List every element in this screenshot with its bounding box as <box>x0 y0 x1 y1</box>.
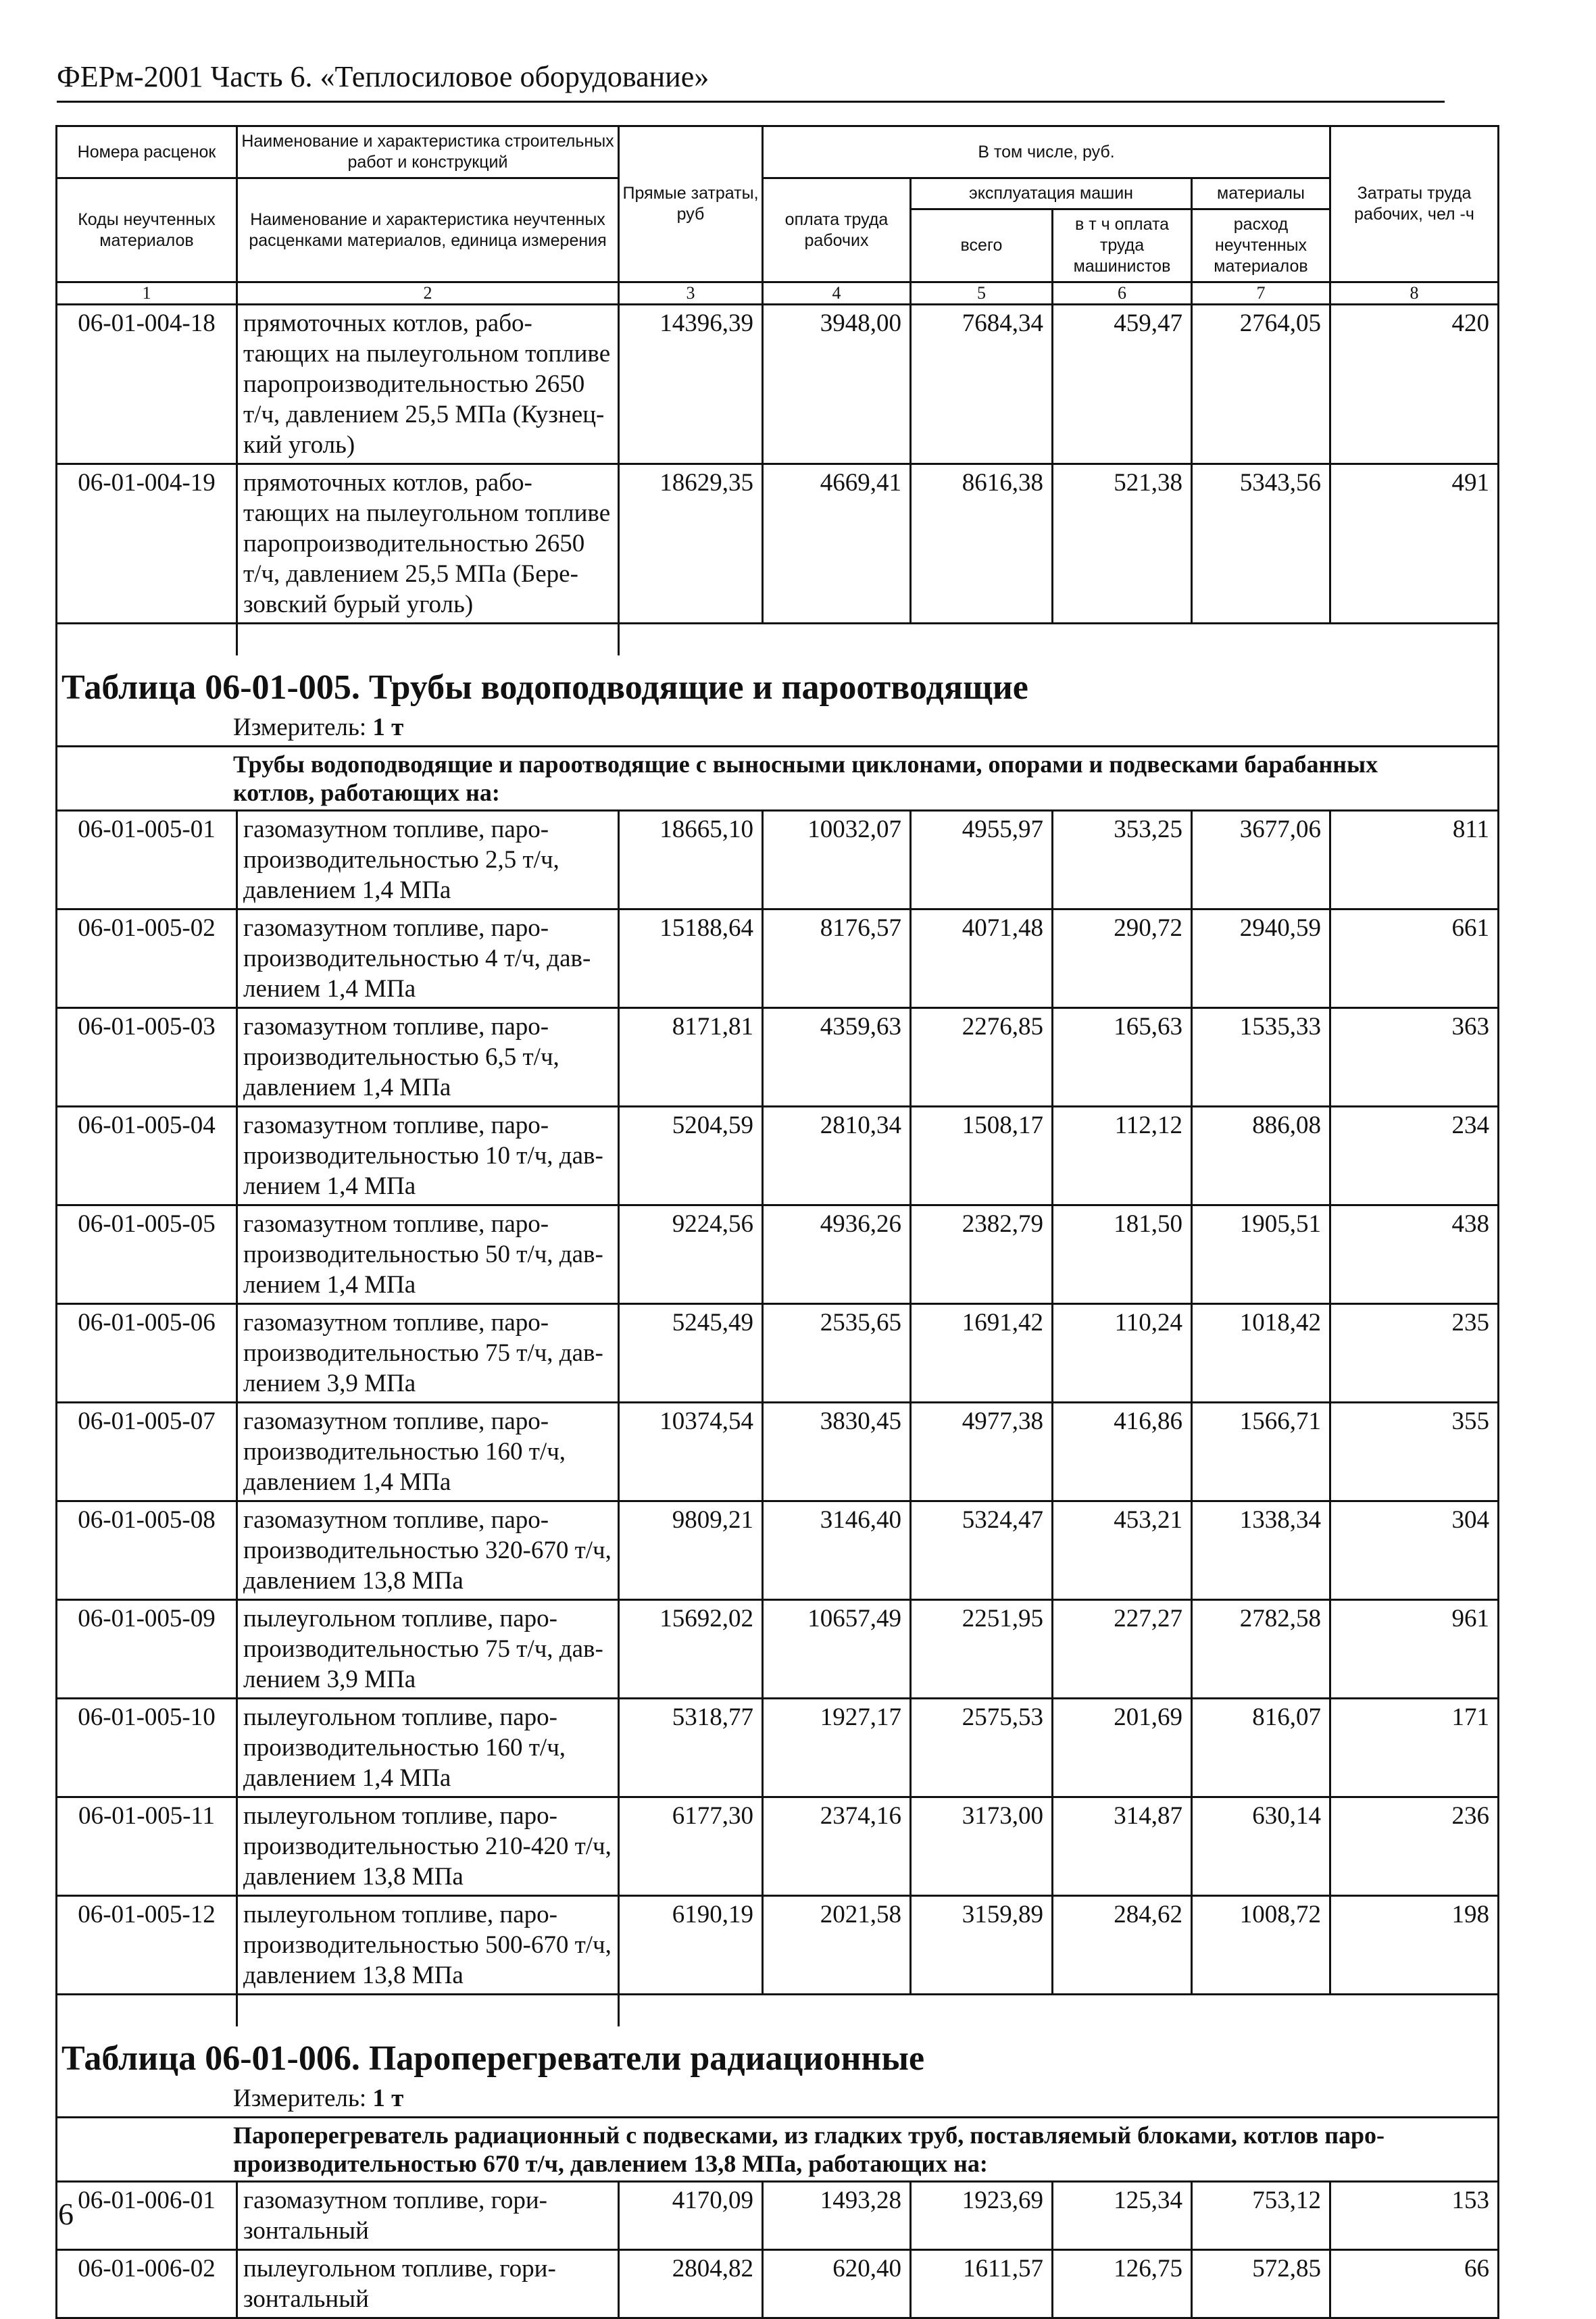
materials-cost: 1566,71 <box>1192 1403 1330 1501</box>
materials-cost: 3677,06 <box>1192 811 1330 909</box>
column-number-8: 8 <box>1330 282 1499 305</box>
rate-description: газомазутном топливе, паро- производительностью 50 т/ч, дав- лением 1,4 МПа <box>237 1205 619 1304</box>
unit-label: Измеритель: <box>233 714 373 741</box>
table-row <box>57 2182 1499 2250</box>
group-title-row <box>57 2118 1499 2182</box>
machines-total: 1923,69 <box>911 2182 1053 2250</box>
direct-costs: 6190,19 <box>619 1896 763 1995</box>
machines-total: 2575,53 <box>911 1699 1053 1797</box>
wages: 10657,49 <box>763 1600 911 1699</box>
direct-costs: 15692,02 <box>619 1600 763 1699</box>
table-row <box>57 1304 1499 1403</box>
materials-cost: 816,07 <box>1192 1699 1330 1797</box>
machines-total: 3173,00 <box>911 1797 1053 1896</box>
rate-description: пылеугольном топливе, паро- производительностью 75 т/ч, дав- лением 3,9 МПа <box>237 1600 619 1699</box>
header-operators-wages: в т ч оплата труда машинистов <box>1053 209 1192 282</box>
column-number-3: 3 <box>619 282 763 305</box>
rate-code: 06-01-005-11 <box>57 1797 237 1896</box>
header-col1-bottom: Коды неучтенных материалов <box>57 178 237 282</box>
spacer-row <box>57 1995 1499 2027</box>
machines-total: 8616,38 <box>911 464 1053 624</box>
rate-code: 06-01-004-18 <box>57 305 237 464</box>
rate-code: 06-01-005-02 <box>57 909 237 1008</box>
section-title-row <box>57 2026 1499 2080</box>
direct-costs: 2804,82 <box>619 2250 763 2318</box>
direct-costs: 4170,09 <box>619 2182 763 2250</box>
header-in-total: В том числе, руб. <box>763 126 1330 178</box>
table-row <box>57 1600 1499 1699</box>
machines-total: 2251,95 <box>911 1600 1053 1699</box>
operators-wages: 459,47 <box>1053 305 1192 464</box>
materials-cost: 630,14 <box>1192 1797 1330 1896</box>
labor-hours: 355 <box>1330 1403 1499 1501</box>
unit-label: Измеритель: <box>233 2085 373 2112</box>
materials-cost: 572,85 <box>1192 2250 1330 2318</box>
direct-costs: 6177,30 <box>619 1797 763 1896</box>
direct-costs: 9809,21 <box>619 1501 763 1600</box>
table-row <box>57 811 1499 909</box>
operators-wages: 181,50 <box>1053 1205 1192 1304</box>
table-row <box>57 464 1499 624</box>
header-col2-bottom: Наименование и характеристика неучтенных расценками материалов, единица измерения <box>237 178 619 282</box>
header-row-2 <box>57 178 1499 209</box>
header-labor: Затраты труда рабочих, чел -ч <box>1330 126 1499 282</box>
rate-code: 06-01-005-01 <box>57 811 237 909</box>
labor-hours: 491 <box>1330 464 1499 624</box>
machines-total: 2382,79 <box>911 1205 1053 1304</box>
machines-total: 4977,38 <box>911 1403 1053 1501</box>
rate-description: прямоточных котлов, рабо- тающих на пылеугольном топливе паропроизводительностью 2650 т/ч, давлением 25,5 МПа (Кузнец- кий уголь) <box>237 305 619 464</box>
group-title-row <box>57 747 1499 811</box>
section-title-row <box>57 655 1499 709</box>
wages: 3830,45 <box>763 1403 911 1501</box>
wages: 1493,28 <box>763 2182 911 2250</box>
wages: 4669,41 <box>763 464 911 624</box>
rate-description: газомазутном топливе, гори- зонтальный <box>237 2182 619 2250</box>
unit-row <box>57 709 1499 747</box>
rate-code: 06-01-004-19 <box>57 464 237 624</box>
labor-hours: 438 <box>1330 1205 1499 1304</box>
unit-row <box>57 2080 1499 2118</box>
operators-wages: 290,72 <box>1053 909 1192 1008</box>
machines-total: 2276,85 <box>911 1008 1053 1107</box>
materials-cost: 1535,33 <box>1192 1008 1330 1107</box>
rate-code: 06-01-005-04 <box>57 1107 237 1205</box>
operators-wages: 126,75 <box>1053 2250 1192 2318</box>
labor-hours: 363 <box>1330 1008 1499 1107</box>
spacer-row <box>57 624 1499 656</box>
rate-description: пылеугольном топливе, паро- производительностью 500-670 т/ч, давлением 13,8 МПа <box>237 1896 619 1995</box>
table-row <box>57 2250 1499 2318</box>
direct-costs: 5245,49 <box>619 1304 763 1403</box>
machines-total: 1691,42 <box>911 1304 1053 1403</box>
operators-wages: 165,63 <box>1053 1008 1192 1107</box>
labor-hours: 198 <box>1330 1896 1499 1995</box>
materials-cost: 1008,72 <box>1192 1896 1330 1995</box>
header-machines-total: всего <box>911 209 1053 282</box>
rate-description: пылеугольном топливе, паро- производительностью 210-420 т/ч, давлением 13,8 МПа <box>237 1797 619 1896</box>
wages: 2021,58 <box>763 1896 911 1995</box>
machines-total: 4071,48 <box>911 909 1053 1008</box>
direct-costs: 18665,10 <box>619 811 763 909</box>
direct-costs: 14396,39 <box>619 305 763 464</box>
rate-code: 06-01-005-08 <box>57 1501 237 1600</box>
materials-cost: 5343,56 <box>1192 464 1330 624</box>
operators-wages: 201,69 <box>1053 1699 1192 1797</box>
wages: 3146,40 <box>763 1501 911 1600</box>
page-header: ФЕРм-2001 Часть 6. «Теплосиловое оборудование» <box>57 59 1445 103</box>
materials-cost: 753,12 <box>1192 2182 1330 2250</box>
table-row <box>57 1896 1499 1995</box>
table-row <box>57 1008 1499 1107</box>
labor-hours: 420 <box>1330 305 1499 464</box>
direct-costs: 5318,77 <box>619 1699 763 1797</box>
operators-wages: 284,62 <box>1053 1896 1192 1995</box>
direct-costs: 5204,59 <box>619 1107 763 1205</box>
rate-code: 06-01-005-06 <box>57 1304 237 1403</box>
wages: 2374,16 <box>763 1797 911 1896</box>
table-row <box>57 1501 1499 1600</box>
materials-cost: 2940,59 <box>1192 909 1330 1008</box>
wages: 8176,57 <box>763 909 911 1008</box>
machines-total: 5324,47 <box>911 1501 1053 1600</box>
rate-description: прямоточных котлов, рабо- тающих на пылеугольном топливе паропроизводительностью 2650 т/ч, давлением 25,5 МПа (Бере- зовский бурый уголь) <box>237 464 619 624</box>
machines-total: 1508,17 <box>911 1107 1053 1205</box>
rate-code: 06-01-005-12 <box>57 1896 237 1995</box>
materials-cost: 2764,05 <box>1192 305 1330 464</box>
materials-cost: 2782,58 <box>1192 1600 1330 1699</box>
header-direct-costs: Прямые затраты, руб <box>619 126 763 282</box>
rate-code: 06-01-005-09 <box>57 1600 237 1699</box>
table-row <box>57 1403 1499 1501</box>
operators-wages: 416,86 <box>1053 1403 1192 1501</box>
column-number-5: 5 <box>911 282 1053 305</box>
section-title: Таблица 06-01-006. Пароперегреватели радиационные <box>57 2026 1499 2080</box>
materials-cost: 1905,51 <box>1192 1205 1330 1304</box>
table-row <box>57 909 1499 1008</box>
machines-total: 3159,89 <box>911 1896 1053 1995</box>
column-number-2: 2 <box>237 282 619 305</box>
header-col1-top: Номера расценок <box>57 126 237 178</box>
labor-hours: 235 <box>1330 1304 1499 1403</box>
operators-wages: 112,12 <box>1053 1107 1192 1205</box>
unit-of-measure <box>57 2080 1499 2118</box>
wages: 3948,00 <box>763 305 911 464</box>
materials-cost: 886,08 <box>1192 1107 1330 1205</box>
wages: 10032,07 <box>763 811 911 909</box>
column-number-4: 4 <box>763 282 911 305</box>
wages: 1927,17 <box>763 1699 911 1797</box>
table-row <box>57 1107 1499 1205</box>
operators-wages: 353,25 <box>1053 811 1192 909</box>
materials-cost: 1338,34 <box>1192 1501 1330 1600</box>
labor-hours: 153 <box>1330 2182 1499 2250</box>
rate-description: газомазутном топливе, паро- производительностью 75 т/ч, дав- лением 3,9 МПа <box>237 1304 619 1403</box>
wages: 2810,34 <box>763 1107 911 1205</box>
wages: 4936,26 <box>763 1205 911 1304</box>
rate-description: газомазутном топливе, паро- производительностью 160 т/ч, давлением 1,4 МПа <box>237 1403 619 1501</box>
labor-hours: 234 <box>1330 1107 1499 1205</box>
rate-code: 06-01-005-03 <box>57 1008 237 1107</box>
rates-table <box>55 125 1499 2319</box>
unit-of-measure <box>57 709 1499 747</box>
rate-code: 06-01-005-10 <box>57 1699 237 1797</box>
labor-hours: 66 <box>1330 2250 1499 2318</box>
table-row <box>57 1797 1499 1896</box>
header-col2-top: Наименование и характеристика строительных работ и конструкций <box>237 126 619 178</box>
column-number-7: 7 <box>1192 282 1330 305</box>
operators-wages: 110,24 <box>1053 1304 1192 1403</box>
column-number-6: 6 <box>1053 282 1192 305</box>
section-title: Таблица 06-01-005. Трубы водоподводящие и пароотводящие <box>57 655 1499 709</box>
rate-code: 06-01-005-07 <box>57 1403 237 1501</box>
rate-description: пылеугольном топливе, паро- производительностью 160 т/ч, давлением 1,4 МПа <box>237 1699 619 1797</box>
direct-costs: 15188,64 <box>619 909 763 1008</box>
rate-description: пылеугольном топливе, гори- зонтальный <box>237 2250 619 2318</box>
rate-description: газомазутном топливе, паро- производительностью 320-670 т/ч, давлением 13,8 МПа <box>237 1501 619 1600</box>
header-wages: оплата труда рабочих <box>763 178 911 282</box>
operators-wages: 314,87 <box>1053 1797 1192 1896</box>
operators-wages: 453,21 <box>1053 1501 1192 1600</box>
operators-wages: 125,34 <box>1053 2182 1192 2250</box>
direct-costs: 8171,81 <box>619 1008 763 1107</box>
labor-hours: 236 <box>1330 1797 1499 1896</box>
direct-costs: 10374,54 <box>619 1403 763 1501</box>
wages: 2535,65 <box>763 1304 911 1403</box>
column-number-1: 1 <box>57 282 237 305</box>
wages: 620,40 <box>763 2250 911 2318</box>
rate-description: газомазутном топливе, паро- производительностью 10 т/ч, дав- лением 1,4 МПа <box>237 1107 619 1205</box>
labor-hours: 304 <box>1330 1501 1499 1600</box>
rate-description: газомазутном топливе, паро- производительностью 4 т/ч, дав- лением 1,4 МПа <box>237 909 619 1008</box>
operators-wages: 227,27 <box>1053 1600 1192 1699</box>
materials-cost: 1018,42 <box>1192 1304 1330 1403</box>
direct-costs: 9224,56 <box>619 1205 763 1304</box>
column-numbers-row <box>57 282 1499 305</box>
header-unaccounted-materials: расход неучтенных материалов <box>1192 209 1330 282</box>
labor-hours: 661 <box>1330 909 1499 1008</box>
rate-description: газомазутном топливе, паро- производительностью 6,5 т/ч, давлением 1,4 МПа <box>237 1008 619 1107</box>
rate-description: газомазутном топливе, паро- производительностью 2,5 т/ч, давлением 1,4 МПа <box>237 811 619 909</box>
wages: 4359,63 <box>763 1008 911 1107</box>
page-number: 6 <box>58 2197 74 2231</box>
labor-hours: 811 <box>1330 811 1499 909</box>
labor-hours: 961 <box>1330 1600 1499 1699</box>
unit-value: 1 т <box>372 2085 404 2112</box>
header-materials: материалы <box>1192 178 1330 209</box>
group-title: Трубы водоподводящие и пароотводящие с выносными циклонами, опорами и подвесками барабанных котлов, работающих на: <box>57 747 1499 811</box>
operators-wages: 521,38 <box>1053 464 1192 624</box>
rate-code: 06-01-006-01 <box>57 2182 237 2250</box>
machines-total: 7684,34 <box>911 305 1053 464</box>
labor-hours: 171 <box>1330 1699 1499 1797</box>
table-row <box>57 1699 1499 1797</box>
rate-code: 06-01-005-05 <box>57 1205 237 1304</box>
machines-total: 4955,97 <box>911 811 1053 909</box>
header-row-1 <box>57 126 1499 178</box>
table-row <box>57 1205 1499 1304</box>
rate-code: 06-01-006-02 <box>57 2250 237 2318</box>
direct-costs: 18629,35 <box>619 464 763 624</box>
group-title: Пароперегреватель радиационный с подвесками, из гладких труб, поставляемый блоками, котлов паро- производительностью 670 т/ч, давлением 13,8 МПа, работающих на: <box>57 2118 1499 2182</box>
machines-total: 1611,57 <box>911 2250 1053 2318</box>
unit-value: 1 т <box>372 714 404 741</box>
header-machines: эксплуатация машин <box>911 178 1192 209</box>
table-row <box>57 305 1499 464</box>
